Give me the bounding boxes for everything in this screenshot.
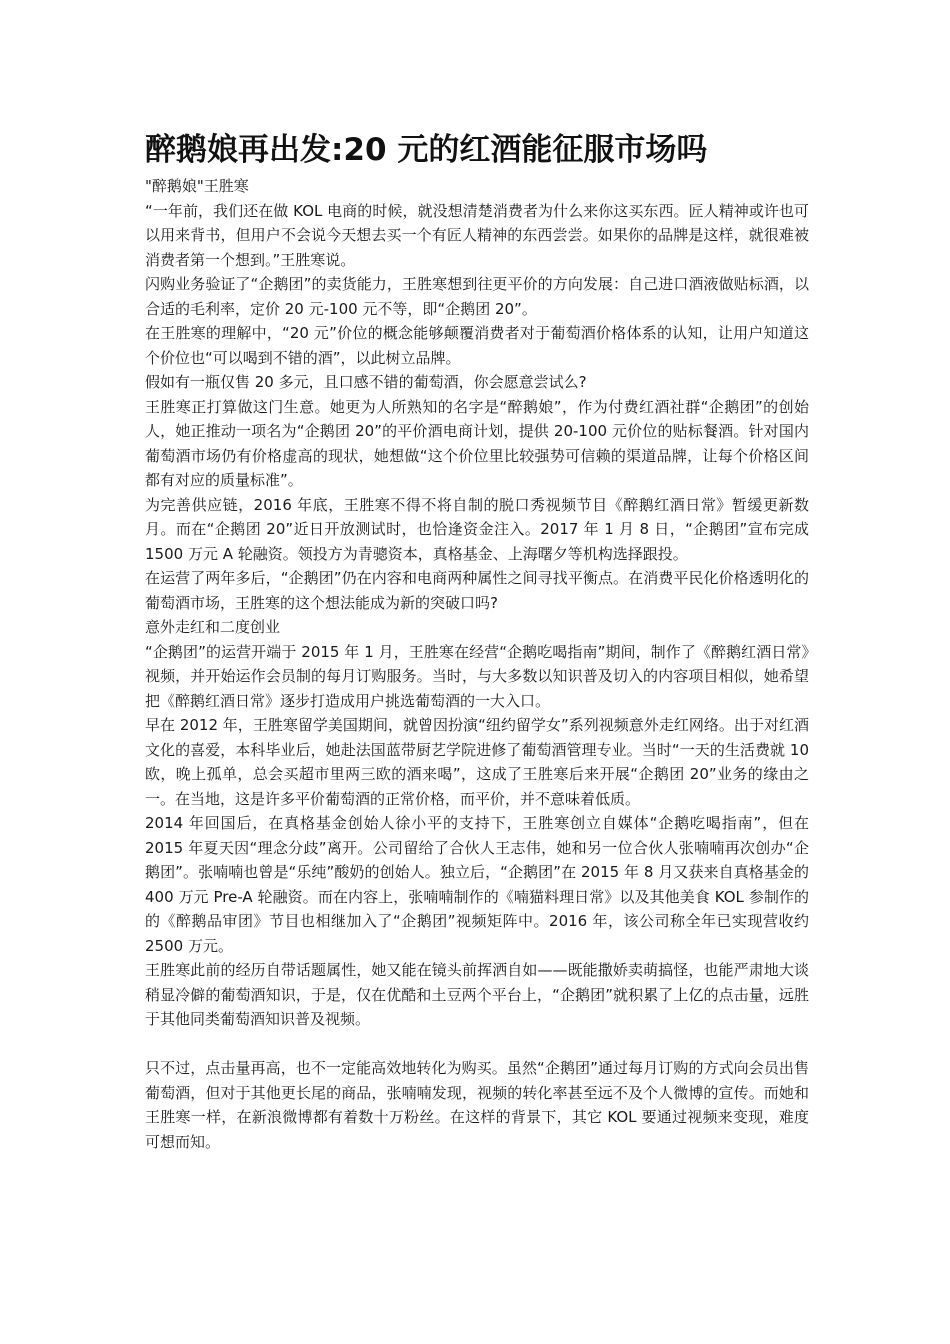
- paragraph: 为完善供应链，2016 年底，王胜寒不得不将自制的脱口秀视频节目《醉鹅红酒日常》暂缓更新数月。而在“企鹅团 20”近日开放测试时，也恰逢资金注入。2017 年 1 月 8 日，“企鹅团”宣布完成 1500 万元 A 轮融资。领投方为青骢资本，真格基金、上海曙夕等机构选择跟投。: [145, 495, 809, 563]
- paragraph: 假如有一瓶仅售 20 多元，且口感不错的葡萄酒，你会愿意尝试么?: [145, 373, 587, 391]
- section-heading: 意外走红和二度创业: [145, 618, 281, 636]
- paragraph: 只不过，点击量再高，也不一定能高效地转化为购买。虽然“企鹅团”通过每月订购的方式向会员出售葡萄酒，但对于其他更长尾的商品，张喃喃发现，视频的转化率甚至远不及个人微博的宣传。而她和王胜寒一样，在新浪微博都有着数十万粉丝。在这样的背景下，其它 KOL 要通过视频来变现，难度可想而知。: [145, 1059, 809, 1151]
- paragraph: 闪购业务验证了“企鹅团”的卖货能力，王胜寒想到往更平价的方向发展：自己进口酒液做贴标酒，以合适的毛利率，定价 20 元-100 元不等，即“企鹅团 20”。: [145, 275, 809, 318]
- article: [145, 128, 809, 1154]
- paragraph: 在王胜寒的理解中，“20 元”价位的概念能够颠覆消费者对于葡萄酒价格体系的认知，让用户知道这个价位也“可以喝到不错的酒”，以此树立品牌。: [145, 324, 809, 367]
- paragraph: 2014 年回国后，在真格基金创始人徐小平的支持下，王胜寒创立自媒体“企鹅吃喝指南”，但在 2015 年夏天因“理念分歧”离开。公司留给了合伙人王志伟，她和另一位合伙人张喃喃再次创办“企鹅团”。张喃喃也曾是“乐纯”酸奶的创始人。独立后，“企鹅团”在 2015 年 8 月又获来自真格基金的 400 万元 Pre-A 轮融资。而在内容上，张喃喃制作的《喃猫料理日常》以及其他美食 KOL 参制作的的《醉鹅品审团》节目也相继加入了“企鹅团”视频矩阵中。2016 年，该公司称全年已实现营收约 2500 万元。: [145, 814, 809, 955]
- paragraph: “一年前，我们还在做 KOL 电商的时候，就没想清楚消费者为什么来你这买东西。匠人精神或许也可以用来背书，但用户不会说今天想去买一个有匠人精神的东西尝尝。如果你的品牌是这样，就很难被消费者第一个想到。”王胜寒说。: [145, 201, 809, 269]
- paragraph: 王胜寒正打算做这门生意。她更为人所熟知的名字是“醉鹅娘”，作为付费红酒社群“企鹅团”的创始人，她正推动一项名为“企鹅团 20”的平价酒电商计划，提供 20-100 元价位的贴标餐酒。针对国内葡萄酒市场仍有价格虚高的现状，她想做“这个价位里比较强势可信赖的渠道品牌，让每个价格区间都有对应的质量标准”。: [145, 397, 809, 489]
- paragraph: “企鹅团”的运营开端于 2015 年 1 月，王胜寒在经营“企鹅吃喝指南”期间，制作了《醉鹅红酒日常》视频，并开始运作会员制的每月订购服务。当时，与大多数以知识普及切入的内容项目相似，她希望把《醉鹅红酒日常》逐步打造成用户挑选葡萄酒的一大入口。: [145, 642, 809, 710]
- article-title: 醉鹅娘再出发:20 元的红酒能征服市场吗: [145, 132, 708, 168]
- paragraph: 在运营了两年多后，“企鹅团”仍在内容和电商两种属性之间寻找平衡点。在消费平民化价格透明化的葡萄酒市场，王胜寒的这个想法能成为新的突破口吗?: [145, 569, 809, 612]
- paragraph: 早在 2012 年，王胜寒留学美国期间，就曾因扮演“纽约留学女”系列视频意外走红网络。出于对红酒文化的喜爱，本科毕业后，她赴法国蓝带厨艺学院进修了葡萄酒管理专业。当时“一天的生活费就 10 欧，晚上孤单，总会买超市里两三欧的酒来喝”，这成了王胜寒后来开展“企鹅团 20”业务的缘由之一。在当地，这是许多平价葡萄酒的正常价格，而平价，并不意味着低质。: [145, 716, 809, 808]
- article-byline: "醉鹅娘"王胜寒: [145, 177, 249, 195]
- paragraph: 王胜寒此前的经历自带话题属性，她又能在镜头前挥洒自如——既能撒娇卖萌搞怪，也能严肃地大谈稍显冷僻的葡萄酒知识，于是，仅在优酷和土豆两个平台上，“企鹅团”就积累了上亿的点击量，远胜于其他同类葡萄酒知识普及视频。: [145, 961, 809, 1028]
- article-body: [145, 199, 809, 1155]
